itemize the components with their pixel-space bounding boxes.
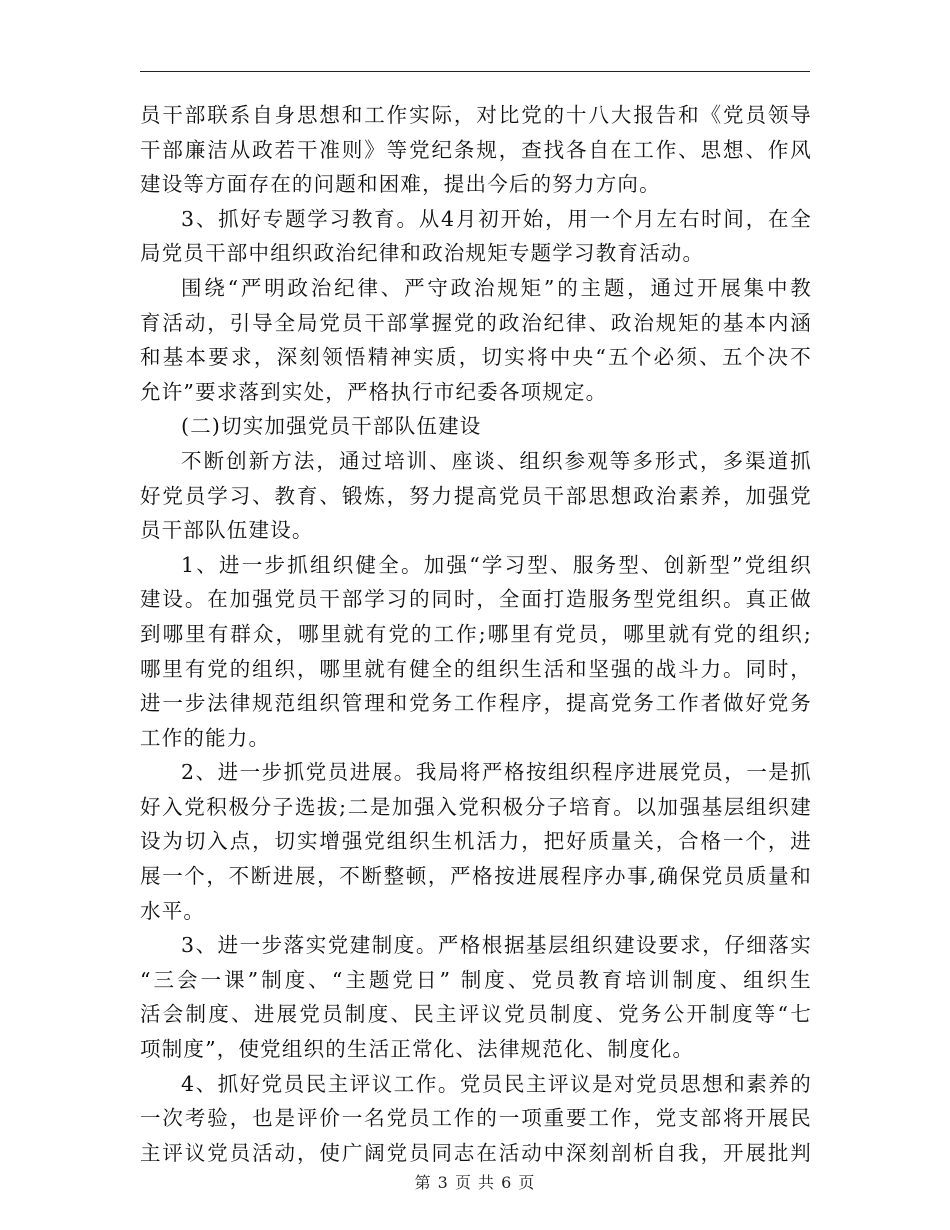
text-line: 好入党积极分子选拔;二是加强入党积极分子培育。以加强基层组织建 (140, 794, 812, 819)
text-line: 主评议党员活动，使广阔党员同志在活动中深刻剖析自我，开展批判 (140, 1140, 812, 1165)
text-line: 和基本要求，深刻领悟精神实质，切实将中央“五个必须、五个决不 (140, 345, 812, 370)
paragraph-first-line: (二)切实加强党员干部队伍建设 (181, 414, 482, 439)
text-line: 哪里有党的组织，哪里就有健全的组织生活和坚强的战斗力。同时， (140, 656, 812, 681)
text-line: 水平。 (140, 898, 206, 923)
header-rule (140, 71, 810, 72)
text-line: 项制度”，使党组织的生活正常化、法律规范化、制度化。 (140, 1037, 695, 1062)
page-number-footer: 第 3 页 共 6 页 (414, 1173, 536, 1192)
paragraph-first-line: 3、抓好专题学习教育。从4月初开始，用一个月左右时间，在全 (181, 206, 812, 231)
text-line: 好党员学习、教育、锻炼，努力提高党员干部思想政治素养，加强党 (140, 483, 812, 508)
text-line: 员干部队伍建设。 (140, 518, 314, 543)
text-line: 一次考验，也是评价一名党员工作的一项重要工作，党支部将开展民 (140, 1106, 812, 1131)
paragraph-first-line: 1、进一步抓组织健全。加强“学习型、服务型、创新型”党组织 (181, 552, 812, 577)
text-line: 干部廉洁从政若干准则》等党纪条规，查找各自在工作、思想、作风 (140, 137, 812, 162)
text-line: 活会制度、进展党员制度、民主评议党员制度、党务公开制度等“七 (140, 1002, 812, 1027)
paragraph-first-line: 围绕“严明政治纪律、严守政治规矩”的主题，通过开展集中教 (181, 275, 812, 300)
text-line: 进一步法律规范组织管理和党务工作程序，提高党务工作者做好党务 (140, 691, 812, 716)
text-line: 允许”要求落到实处，严格执行市纪委各项规定。 (140, 379, 608, 404)
text-line: 建设等方面存在的问题和困难，提出今后的努力方向。 (140, 172, 661, 197)
text-line: 员干部联系自身思想和工作实际，对比党的十八大报告和《党员领导 (140, 103, 812, 127)
paragraph-first-line: 4、抓好党员民主评议工作。党员民主评议是对党员思想和素养的 (181, 1071, 812, 1096)
text-line: 到哪里有群众，哪里就有党的工作;哪里有党员，哪里就有党的组织; (140, 621, 812, 646)
paragraph-first-line: 不断创新方法，通过培训、座谈、组织参观等多形式，多渠道抓 (181, 448, 812, 473)
text-line: “三会一课”制度、“主题党日” 制度、党员教育培训制度、组织生 (140, 967, 812, 992)
paragraph-first-line: 3、进一步落实党建制度。严格根据基层组织建设要求，仔细落实 (181, 933, 812, 958)
paragraph-first-line: 2、进一步抓党员进展。我局将严格按组织程序进展党员，一是抓 (181, 760, 812, 785)
text-line: 局党员干部中组织政治纪律和政治规矩专题学习教育活动。 (140, 241, 705, 266)
text-line: 建设。在加强党员干部学习的同时，全面打造服务型党组织。真正做 (140, 587, 812, 612)
text-line: 设为切入点，切实增强党组织生机活力，把好质量关，合格一个，进 (140, 829, 812, 854)
document-body (140, 98, 812, 1170)
text-line: 育活动，引导全局党员干部掌握党的政治纪律、政治规矩的基本内涵 (140, 310, 812, 335)
text-line: 工作的能力。 (140, 725, 271, 750)
text-line: 展一个，不断进展，不断整顿，严格按进展程序办事,确保党员质量和 (140, 864, 812, 889)
